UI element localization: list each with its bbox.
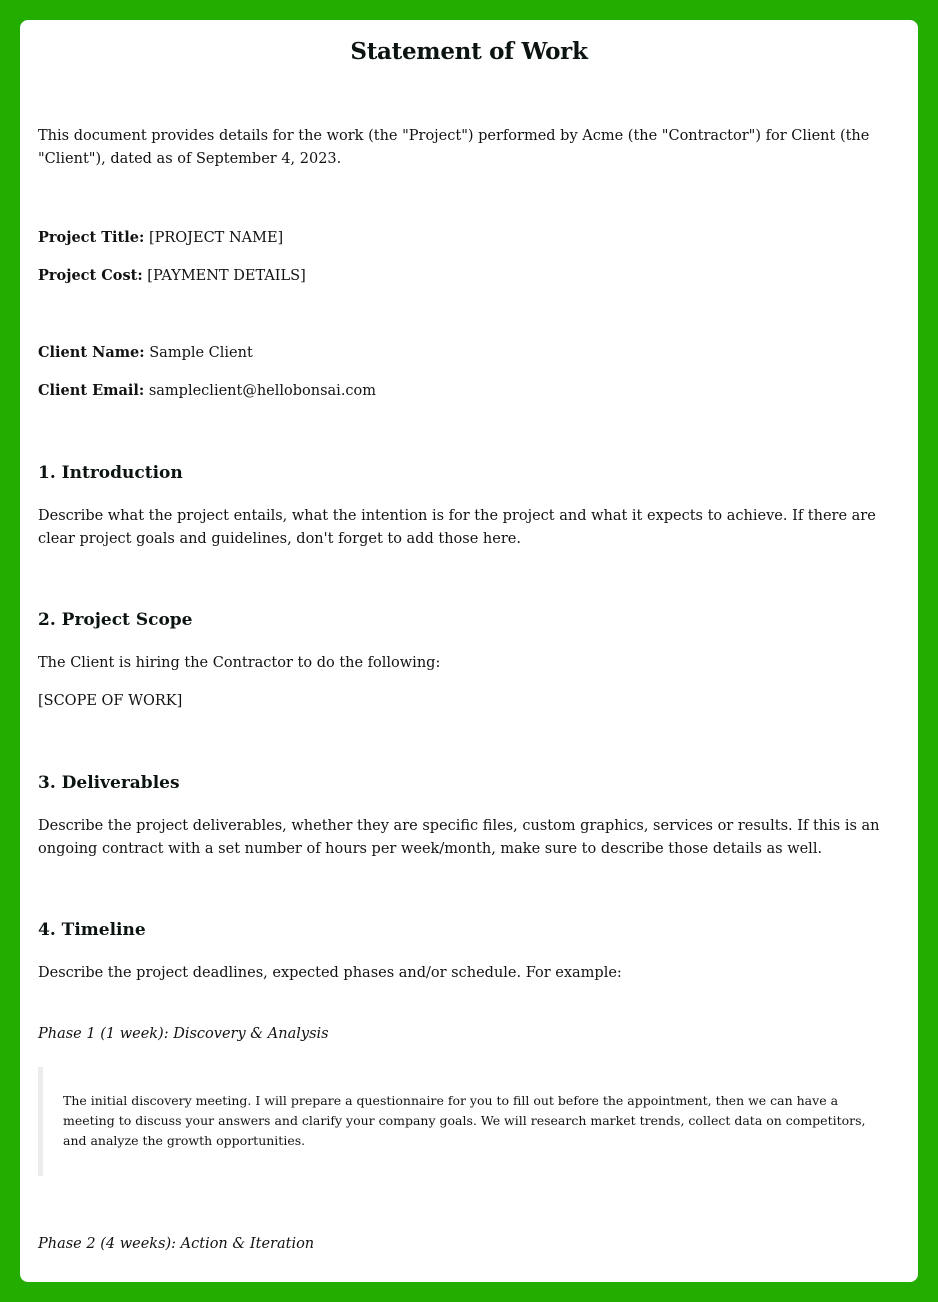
phase-2-title: Phase 2 (4 weeks): Action & Iteration — [38, 1236, 315, 1252]
section-heading-project-scope: 2. Project Scope — [38, 610, 193, 630]
document-card — [20, 20, 918, 1282]
phase-1-blockquote — [38, 1067, 900, 1176]
section-heading-deliverables: 3. Deliverables — [38, 773, 180, 793]
section-heading-timeline: 4. Timeline — [38, 920, 146, 940]
project-cost-label: Project Cost: — [38, 267, 143, 284]
phase-1-description: The initial discovery meeting. I will prepare a questionnaire for you to fill out before the appointment, then we can have a meeting to discuss your answers and clarify your company goals. We will research market trends, collect data on competitors, and analyze the growth opportunities. — [63, 1093, 866, 1148]
section-heading-introduction: 1. Introduction — [38, 463, 183, 483]
project-cost-value: [PAYMENT DETAILS] — [147, 268, 306, 284]
document-title: Statement of Work — [350, 38, 588, 65]
phase-1-title: Phase 1 (1 week): Discovery & Analysis — [38, 1026, 329, 1042]
project-title-label: Project Title: — [38, 229, 145, 246]
client-email-value: sampleclient@hellobonsai.com — [148, 383, 377, 399]
client-name-value: Sample Client — [149, 345, 253, 361]
client-name-field — [38, 342, 900, 364]
scope-placeholder: [SCOPE OF WORK] — [38, 693, 183, 709]
timeline-paragraph: Describe the project deadlines, expected phases and/or schedule. For example: — [38, 965, 622, 981]
deliverables-paragraph: Describe the project deliverables, whether they are specific files, custom graphics, services or results. If this is an ongoing contract with a set number of hours per week/month, make sure to describe those details as well. — [38, 818, 880, 857]
intro-paragraph: This document provides details for the work (the "Project") performed by Acme (the "Contractor") for Client (the "Client"), dated as of September 4, 2023. — [38, 128, 870, 167]
client-email-label: Client Email: — [38, 382, 145, 399]
introduction-paragraph: Describe what the project entails, what the intention is for the project and what it expects to achieve. If there are clear project goals and guidelines, don't forget to add those here. — [38, 508, 876, 547]
project-title-field — [38, 227, 900, 249]
project-title-value: [PROJECT NAME] — [148, 230, 284, 246]
client-email-field — [38, 380, 900, 402]
scope-paragraph: The Client is hiring the Contractor to do the following: — [38, 655, 441, 671]
project-cost-field — [38, 265, 900, 287]
client-name-label: Client Name: — [38, 344, 145, 361]
